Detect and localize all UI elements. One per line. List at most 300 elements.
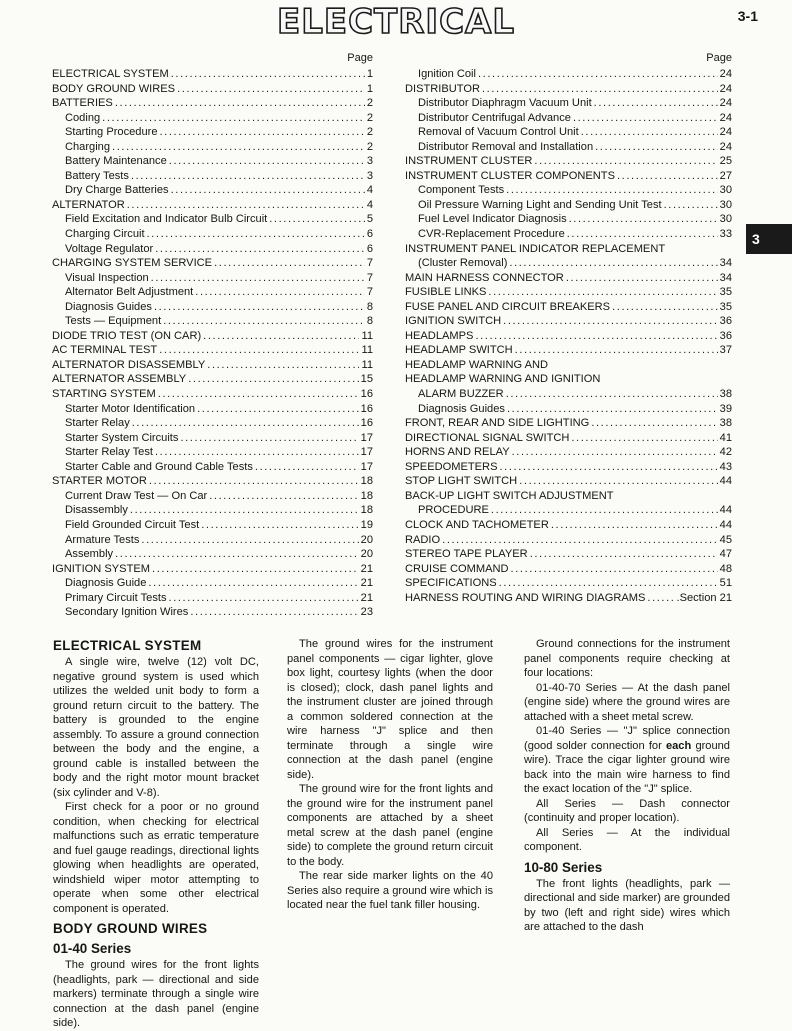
toc-entry-page: 25 (719, 155, 732, 168)
toc-entry-label: Diagnosis Guide (65, 577, 147, 590)
toc-entry-page: 16 (360, 388, 373, 401)
toc-entry-label: HEADLAMP WARNING AND (405, 358, 549, 371)
toc-entry (52, 242, 373, 257)
toc-entry (405, 460, 732, 475)
toc-entry-label: ALTERNATOR (52, 198, 125, 211)
toc-leader-dots (509, 256, 717, 271)
toc-entry (52, 154, 373, 169)
toc-leader-dots (591, 416, 717, 431)
toc-entry (52, 503, 373, 518)
toc-entry (52, 285, 373, 300)
toc-entry-label: MAIN HARNESS CONNECTOR (405, 271, 564, 284)
toc-entry-label: CRUISE COMMAND (405, 562, 509, 575)
toc-leader-dots (512, 445, 718, 460)
toc-left-column (52, 50, 373, 620)
toc-entry (52, 140, 373, 155)
toc-entry (52, 169, 373, 184)
toc-entry-label: Coding (65, 111, 101, 124)
toc-entry-page: 21 (360, 562, 373, 575)
paragraph: First check for a poor or no ground condition, when checking for electrical malfunctions such as erratic temperature and fuel gauge readings, directional lights glowing when headlights are operated, windshield wiper motor attempting to operate when some other electrical component is operated. (53, 801, 259, 915)
toc-entry (52, 518, 373, 533)
toc-leader-dots (171, 67, 365, 82)
section-tab: 3 (746, 224, 792, 254)
toc-entry-label: Starter System Circuits (65, 431, 179, 444)
toc-leader-dots (203, 329, 359, 344)
toc-entry (52, 96, 373, 111)
toc-entry (52, 67, 373, 82)
toc-entry-page: 16 (360, 402, 373, 415)
toc-entry-page: 48 (719, 562, 732, 575)
toc-entry-label: Battery Maintenance (65, 155, 167, 168)
toc-entry-label: Ignition Coil (418, 68, 476, 80)
toc-entry-page: 11 (361, 329, 373, 342)
toc-entry-page: 15 (360, 373, 373, 386)
toc-entry-page: 18 (360, 489, 373, 502)
toc-entry-page: 1 (366, 82, 373, 95)
toc-leader-dots (602, 372, 730, 387)
toc-leader-dots (616, 489, 730, 504)
toc-entry-label: Voltage Regulator (65, 242, 154, 255)
toc-leader-dots (530, 547, 718, 562)
toc-leader-dots (499, 576, 718, 591)
toc-leader-dots (647, 591, 674, 606)
paragraph: 01-40 Series — "J" splice connection (good solder connection for each ground wire). Trace the cigar lighter ground wire back into the main wire harness to find the exact location of the "J" splice. (524, 725, 730, 795)
toc-entry (405, 343, 732, 358)
toc-entry-label: DIRECTIONAL SIGNAL SWITCH (405, 431, 570, 444)
toc-leader-dots (442, 533, 718, 548)
toc-entry-label: Tests — Equipment (65, 315, 162, 328)
toc-entry (52, 387, 373, 402)
toc-entry-page: 38 (719, 388, 732, 401)
toc-entry-label: Oil Pressure Warning Light and Sending Unit Test (418, 198, 662, 211)
toc-entry-label: STEREO TAPE PLAYER (405, 548, 528, 561)
toc-leader-dots (190, 605, 358, 620)
toc-leader-dots (148, 576, 358, 591)
paragraph: The rear side marker lights on the 40 Series also require a ground wire which is located near the fuel tank filler housing. (287, 870, 493, 911)
toc-entry-label: DIODE TRIO TEST (ON CAR) (52, 329, 202, 342)
toc-leader-dots (482, 82, 718, 97)
toc-leader-dots (130, 503, 359, 518)
toc-leader-dots (569, 212, 718, 227)
toc-entry-page: 34 (719, 257, 732, 270)
toc-entry-page: 37 (719, 344, 732, 357)
toc-entry-label: SPECIFICATIONS (405, 577, 497, 590)
toc-entry-label: STARTER MOTOR (52, 475, 147, 488)
toc-entry (52, 271, 373, 286)
toc-entry-label: Starter Cable and Ground Cable Tests (65, 460, 253, 473)
toc-entry-page: 7 (366, 257, 373, 270)
toc-entry (52, 183, 373, 198)
toc-leader-dots (127, 198, 365, 213)
toc-entry-label: RADIO (405, 533, 441, 546)
toc-entry (405, 154, 732, 169)
toc-leader-dots (571, 431, 717, 446)
toc-entry-label: IGNITION SYSTEM (52, 562, 151, 575)
toc-leader-dots (195, 285, 365, 300)
toc-leader-dots (115, 96, 365, 111)
toc-leader-dots (594, 96, 718, 111)
toc-entry-page: 44 (719, 475, 732, 488)
toc-entry (52, 212, 373, 227)
toc-leader-dots (159, 343, 359, 358)
toc-leader-dots (566, 271, 718, 286)
toc-entry-label: (Cluster Removal) (418, 257, 508, 270)
toc-entry (405, 402, 732, 417)
toc-entry (405, 285, 732, 300)
toc-entry-label: Removal of Vacuum Control Unit (418, 126, 579, 139)
toc-entry (52, 372, 373, 387)
toc-leader-dots (511, 562, 718, 577)
toc-entry-page: 24 (719, 126, 732, 139)
toc-leader-dots (499, 460, 717, 475)
toc-leader-dots (149, 474, 359, 489)
toc-entry-label: Primary Circuit Tests (65, 591, 167, 604)
toc-entry (405, 169, 732, 184)
toc-entry-label: Disassembly (65, 504, 128, 517)
toc-entry (52, 300, 373, 315)
toc-entry-page: 11 (361, 344, 373, 357)
toc-entry-label: Starting Procedure (65, 126, 158, 139)
toc-entry-page: 39 (719, 402, 732, 415)
toc-entry-label: INSTRUMENT CLUSTER COMPONENTS (405, 169, 615, 182)
toc-entry (405, 125, 732, 140)
toc-entry-label: HORNS AND RELAY (405, 446, 510, 459)
toc-leader-dots (169, 591, 359, 606)
toc-entry (405, 300, 732, 315)
toc-entry-label: ELECTRICAL SYSTEM (52, 68, 169, 80)
toc-entry (405, 416, 732, 431)
toc-entry-page: 21 (360, 577, 373, 590)
page-number: 3-1 (737, 8, 758, 24)
toc-entry (52, 314, 373, 329)
toc-leader-dots (141, 533, 358, 548)
toc-entry-label: HEADLAMP WARNING AND IGNITION (405, 373, 601, 386)
toc-entry (52, 125, 373, 140)
toc-entry (405, 329, 732, 344)
toc-entry-label: Assembly (65, 548, 114, 561)
toc-entry-page: 41 (719, 431, 732, 444)
toc-entry-label: SPEEDOMETERS (405, 460, 498, 473)
toc-leader-dots (201, 518, 358, 533)
toc-entry-page: 35 (719, 286, 732, 299)
toc-leader-dots (131, 169, 365, 184)
toc-entry (405, 358, 732, 373)
toc-entry (405, 503, 732, 518)
toc-entry-page: 20 (360, 533, 373, 546)
toc-entry-page: 24 (719, 82, 732, 95)
toc-entry (405, 431, 732, 446)
toc-entry (405, 533, 732, 548)
toc-entry-label: CVR-Replacement Procedure (418, 228, 565, 241)
toc-leader-dots (507, 402, 718, 417)
toc-entry-page: 24 (719, 97, 732, 110)
toc-entry-label: STARTING SYSTEM (52, 388, 156, 401)
toc-entry-label: Starter Relay Test (65, 446, 153, 459)
toc-entry-page: 44 (719, 518, 732, 531)
toc-entry-label: INSTRUMENT CLUSTER (405, 155, 533, 168)
toc-entry (405, 111, 732, 126)
toc-entry-page: 4 (366, 184, 373, 197)
toc-entry-label: FUSIBLE LINKS (405, 286, 487, 299)
toc-entry-label: Visual Inspection (65, 271, 149, 284)
toc-leader-dots (188, 372, 358, 387)
toc-entry-page: 2 (366, 111, 373, 124)
toc-entry-page: 27 (719, 169, 732, 182)
toc-leader-dots (132, 416, 359, 431)
toc-entry (405, 183, 732, 198)
toc-leader-dots (551, 518, 718, 533)
toc-entry-page: 45 (719, 533, 732, 546)
toc-entry (405, 489, 732, 504)
toc-entry (52, 460, 373, 475)
toc-entry (52, 82, 373, 97)
toc-entry-page: 6 (366, 242, 373, 255)
toc-page-heading: Page (706, 52, 732, 64)
toc-entry-page: 51 (719, 577, 732, 590)
toc-entry (405, 242, 732, 257)
toc-entry-page: 30 (719, 198, 732, 211)
toc-entry (405, 271, 732, 286)
toc-entry-page: 19 (360, 518, 373, 531)
paragraph: All Series — Dash connector (continuity and proper location). (524, 797, 730, 824)
toc-entry-label: Battery Tests (65, 169, 129, 182)
toc-entry (52, 402, 373, 417)
toc-entry-page: 11 (361, 358, 373, 371)
toc-entry-page: 18 (360, 475, 373, 488)
subsection-heading: 01-40 Series (53, 941, 132, 956)
paragraph: 01-40-70 Series — At the dash panel (engine side) where the ground wires are attached with a sheet metal screw. (524, 681, 730, 723)
toc-entry-label: BATTERIES (52, 97, 113, 110)
toc-entry-page: 33 (719, 228, 732, 241)
paragraph: All Series — At the individual component. (524, 826, 730, 853)
toc-entry-label: Alternator Belt Adjustment (65, 286, 194, 299)
toc-entry (405, 576, 732, 591)
toc-entry (52, 533, 373, 548)
toc-entry-label: Secondary Ignition Wires (65, 606, 189, 619)
toc-entry-label: FRONT, REAR AND SIDE LIGHTING (405, 417, 590, 430)
toc-entry-label: HEADLAMPS (405, 329, 474, 342)
toc-entry-page: 3 (366, 169, 373, 182)
toc-entry (405, 547, 732, 562)
toc-right-column (405, 50, 732, 605)
toc-leader-dots (160, 125, 365, 140)
toc-leader-dots (534, 154, 717, 169)
toc-leader-dots (475, 329, 717, 344)
toc-leader-dots (506, 183, 718, 198)
toc-leader-dots (503, 314, 718, 329)
toc-entry-label: Distributor Removal and Installation (418, 140, 594, 153)
toc-entry-page: .Section 21 (676, 591, 732, 604)
toc-entry-page: 24 (719, 140, 732, 153)
paragraph: A single wire, twelve (12) volt DC, negative ground system is used which utilizes the welded unit body to form a ground return circuit to the battery. The battery is grounded to the engine assembly. To assure a ground connection between the body and the engine, a ground cable is installed between the body and the right motor mount bracket (six cylinder and V-8). (53, 656, 259, 799)
body-column-2 (287, 637, 493, 913)
toc-entry-page: 30 (719, 184, 732, 197)
toc-entry (405, 562, 732, 577)
toc-entry (405, 82, 732, 97)
paragraph: The ground wire for the front lights and the ground wire for the instrument panel components are attached by a sheet metal screw at the dash panel (engine side) to complete the ground return circuit to the body. (287, 783, 493, 868)
toc-entry-page: 23 (360, 606, 373, 619)
body-column-1 (53, 637, 259, 1031)
toc-entry (52, 474, 373, 489)
toc-leader-dots (155, 445, 359, 460)
toc-leader-dots (491, 503, 718, 518)
toc-leader-dots (255, 460, 359, 475)
toc-entry (52, 576, 373, 591)
toc-leader-dots (488, 285, 717, 300)
toc-entry-label: HEADLAMP SWITCH (405, 344, 513, 357)
toc-entry-page: 24 (719, 68, 732, 80)
toc-leader-dots (209, 489, 358, 504)
section-heading: BODY GROUND WIRES (53, 921, 208, 936)
paragraph: Ground connections for the instrument panel components require checking at four locations: (524, 638, 730, 679)
toc-leader-dots (158, 387, 359, 402)
toc-entry-page: 42 (719, 446, 732, 459)
toc-entry (405, 198, 732, 213)
toc-entry-page: 17 (360, 446, 373, 459)
toc-entry-page: 6 (366, 228, 373, 241)
toc-entry (405, 372, 732, 387)
toc-entry-page: 35 (719, 300, 732, 313)
toc-leader-dots (155, 242, 365, 257)
toc-entry-page: 3 (366, 155, 373, 168)
toc-entry-label: BODY GROUND WIRES (52, 82, 176, 95)
toc-entry (405, 140, 732, 155)
toc-entry-page: 30 (719, 213, 732, 226)
toc-entry-page: 21 (360, 591, 373, 604)
toc-entry-page: 7 (366, 286, 373, 299)
toc-entry-page: 5 (366, 213, 373, 226)
toc-entry (405, 474, 732, 489)
toc-entry (405, 387, 732, 402)
paragraph: The front lights (headlights, park — directional and side marker) are grounded by two (left and right side) wires which are attached to the dash (524, 877, 730, 933)
section-heading: ELECTRICAL SYSTEM (53, 638, 202, 653)
toc-entry (52, 562, 373, 577)
toc-entry-page: 18 (360, 504, 373, 517)
toc-leader-dots (147, 227, 365, 242)
toc-entry-page: 36 (719, 315, 732, 328)
toc-entry-label: AC TERMINAL TEST (52, 344, 158, 357)
toc-entry-label: Distributor Diaphragm Vacuum Unit (418, 97, 592, 110)
toc-entry-label: STOP LIGHT SWITCH (405, 475, 518, 488)
toc-entry (52, 111, 373, 126)
toc-leader-dots (171, 183, 365, 198)
toc-entry (52, 445, 373, 460)
toc-entry-page: 16 (360, 417, 373, 430)
toc-entry-page: 17 (360, 460, 373, 473)
toc-entry-label: Field Excitation and Indicator Bulb Circuit (65, 213, 268, 226)
toc-entry-page: 47 (719, 548, 732, 561)
toc-leader-dots (102, 111, 365, 126)
toc-entry-page: 8 (366, 315, 373, 328)
toc-entry (52, 343, 373, 358)
toc-leader-dots (115, 547, 359, 562)
toc-entry-label: ALARM BUZZER (418, 388, 504, 401)
toc-page-heading: Page (347, 52, 373, 64)
toc-leader-dots (567, 227, 718, 242)
toc-entry (405, 67, 732, 82)
toc-leader-dots (169, 154, 365, 169)
toc-entry-label: Current Draw Test — On Car (65, 489, 208, 502)
toc-entry-page: 36 (719, 329, 732, 342)
toc-entry (52, 605, 373, 620)
toc-entry-label: FUSE PANEL AND CIRCUIT BREAKERS (405, 300, 611, 313)
toc-entry-label: Field Grounded Circuit Test (65, 518, 200, 531)
toc-entry-page: 2 (366, 126, 373, 139)
toc-entry-page: 43 (719, 460, 732, 473)
paragraph: The ground wires for the front lights (headlights, park — directional and side markers) terminate through a single wire connection at the dash panel (engine side). (53, 959, 259, 1029)
toc-leader-dots (478, 67, 718, 82)
toc-leader-dots (214, 256, 365, 271)
toc-entry-label: Component Tests (418, 184, 505, 197)
toc-entry (52, 227, 373, 242)
page-title: ELECTRICAL (276, 2, 516, 42)
toc-entry-label: CHARGING SYSTEM SERVICE (52, 257, 213, 270)
toc-leader-dots (595, 140, 718, 155)
body-column-3 (524, 637, 730, 935)
toc-entry (52, 329, 373, 344)
toc-entry (52, 431, 373, 446)
toc-leader-dots (664, 198, 718, 213)
toc-entry-page: 1 (366, 68, 373, 80)
toc-entry-label: Starter Motor Identification (65, 402, 196, 415)
toc-leader-dots (112, 140, 365, 155)
toc-leader-dots (617, 169, 718, 184)
toc-entry-label: Fuel Level Indicator Diagnosis (418, 213, 567, 226)
toc-entry (52, 358, 373, 373)
toc-entry-label: CLOCK AND TACHOMETER (405, 518, 549, 531)
toc-entry-page: 4 (366, 198, 373, 211)
toc-entry-label: Charging Circuit (65, 228, 145, 241)
toc-leader-dots (573, 111, 718, 126)
toc-entry-label: Armature Tests (65, 533, 140, 546)
toc-entry-label: PROCEDURE (418, 504, 489, 517)
toc-entry-page: 44 (719, 504, 732, 517)
toc-leader-dots (152, 562, 359, 577)
toc-entry (405, 591, 732, 606)
toc-entry-page: 2 (366, 97, 373, 110)
toc-entry-label: IGNITION SWITCH (405, 315, 502, 328)
toc-entry-label: Distributor Centrifugal Advance (418, 111, 571, 124)
toc-entry-page: 34 (719, 271, 732, 284)
toc-entry-page: 7 (366, 271, 373, 284)
toc-entry-page: 24 (719, 111, 732, 124)
toc-leader-dots (151, 271, 365, 286)
toc-leader-dots (581, 125, 718, 140)
toc-entry (52, 547, 373, 562)
toc-leader-dots (177, 82, 365, 97)
toc-entry-label: Charging (65, 140, 111, 153)
toc-entry-page: 8 (366, 300, 373, 313)
toc-entry-label: ALTERNATOR ASSEMBLY (52, 373, 187, 386)
toc-entry (52, 591, 373, 606)
toc-entry (405, 227, 732, 242)
toc-entry-label: BACK-UP LIGHT SWITCH ADJUSTMENT (405, 489, 614, 502)
toc-entry (405, 518, 732, 533)
toc-entry-label: Starter Relay (65, 417, 130, 430)
toc-leader-dots (612, 300, 718, 315)
toc-leader-dots (667, 242, 730, 257)
toc-entry-label: Diagnosis Guides (65, 300, 152, 313)
toc-entry (405, 212, 732, 227)
toc-entry-page: 17 (360, 431, 373, 444)
toc-entry-label: HARNESS ROUTING AND WIRING DIAGRAMS (405, 591, 646, 604)
toc-entry (405, 256, 732, 271)
toc-leader-dots (180, 431, 358, 446)
toc-entry-page: 20 (360, 548, 373, 561)
toc-entry-page: 2 (366, 140, 373, 153)
toc-entry (52, 489, 373, 504)
subsection-heading: 10-80 Series (524, 859, 603, 875)
